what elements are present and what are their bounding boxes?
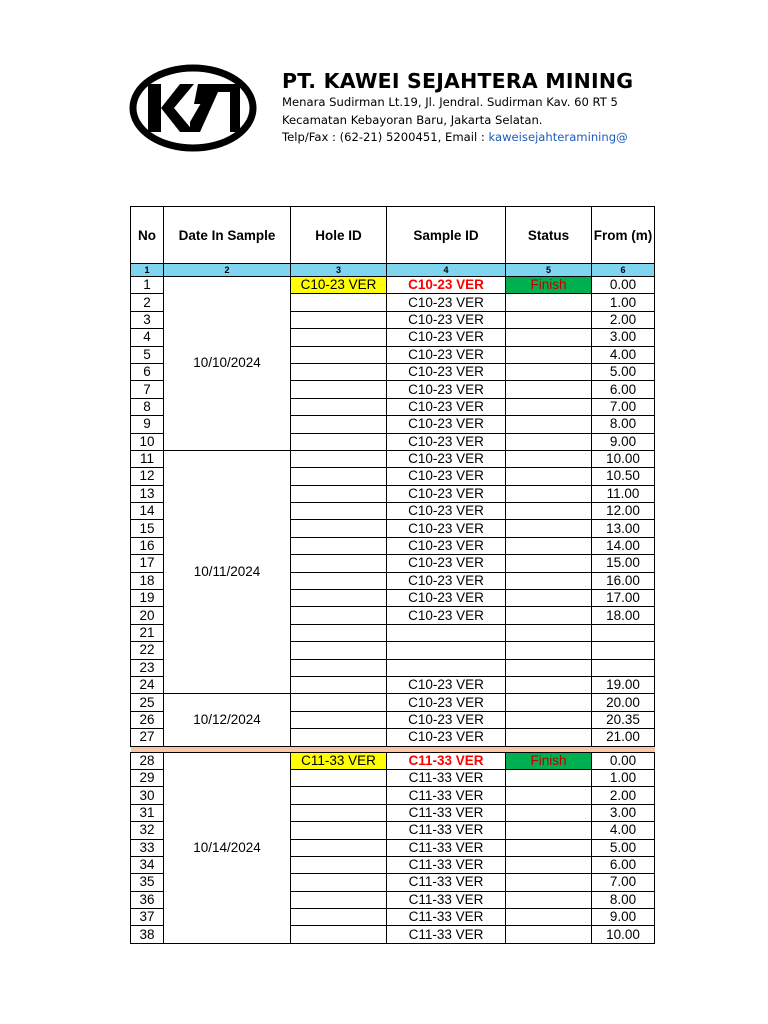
cell-status [506,926,592,943]
cell-from-m: 5.00 [592,363,655,380]
cell-no: 25 [131,694,164,711]
cell-no: 4 [131,329,164,346]
cell-no: 14 [131,503,164,520]
cell-sample-id: C10-23 VER [387,468,506,485]
cell-status [506,311,592,328]
cell-no: 24 [131,676,164,693]
cell-status [506,659,592,676]
cell-sample-id: C10-23 VER [387,537,506,554]
cell-no: 8 [131,398,164,415]
cell-hole-id [291,804,387,821]
cell-no: 38 [131,926,164,943]
cell-from-m: 10.50 [592,468,655,485]
cell-from-m: 16.00 [592,572,655,589]
cell-sample-id: C10-23 VER [387,572,506,589]
cell-hole-id [291,329,387,346]
cell-from-m: 0.00 [592,277,655,294]
cell-no: 28 [131,752,164,769]
cell-sample-id: C11-33 VER [387,874,506,891]
cell-sample-id: C10-23 VER [387,729,506,746]
cell-sample-id: C11-33 VER [387,822,506,839]
cell-hole-id [291,294,387,311]
header-no: No [131,207,164,264]
cell-status: Finish [506,752,592,769]
cell-hole-id [291,624,387,641]
cell-from-m: 5.00 [592,839,655,856]
cell-from-m: 8.00 [592,416,655,433]
cell-status: Finish [506,277,592,294]
column-number-row [131,264,655,277]
cell-no: 15 [131,520,164,537]
cell-date-in-sample: 10/14/2024 [164,752,291,943]
cell-sample-id: C10-23 VER [387,363,506,380]
cell-hole-id [291,909,387,926]
cell-sample-id [387,642,506,659]
cell-sample-id: C10-23 VER [387,450,506,467]
table-row [131,450,655,467]
cell-from-m: 17.00 [592,590,655,607]
cell-from-m [592,624,655,641]
header-date-in-sample: Date In Sample [164,207,291,264]
cell-from-m: 3.00 [592,329,655,346]
header-row [131,207,655,264]
cell-no: 2 [131,294,164,311]
cell-sample-id: C10-23 VER [387,711,506,728]
cell-from-m: 1.00 [592,294,655,311]
cell-sample-id: C10-23 VER [387,398,506,415]
cell-status [506,711,592,728]
cell-hole-id: C10-23 VER [291,277,387,294]
cell-from-m: 7.00 [592,398,655,415]
cell-hole-id [291,450,387,467]
cell-sample-id: C11-33 VER [387,856,506,873]
cell-from-m: 1.00 [592,769,655,786]
cell-hole-id [291,642,387,659]
cell-sample-id: C10-23 VER [387,694,506,711]
cell-from-m: 20.35 [592,711,655,728]
cell-hole-id [291,485,387,502]
cell-hole-id [291,822,387,839]
cell-sample-id: C11-33 VER [387,839,506,856]
cell-no: 26 [131,711,164,728]
column-number: 4 [387,264,506,277]
cell-sample-id: C11-33 VER [387,804,506,821]
cell-status [506,468,592,485]
cell-sample-id [387,624,506,641]
table-body [131,277,655,944]
cell-status [506,520,592,537]
cell-no: 19 [131,590,164,607]
table-row [131,277,655,294]
cell-hole-id [291,590,387,607]
sample-log-table [130,206,655,944]
cell-status [506,607,592,624]
cell-no: 31 [131,804,164,821]
cell-no: 5 [131,346,164,363]
cell-sample-id: C10-23 VER [387,590,506,607]
cell-no: 30 [131,787,164,804]
cell-no: 32 [131,822,164,839]
cell-status [506,694,592,711]
cell-hole-id [291,311,387,328]
cell-status [506,450,592,467]
cell-sample-id: C11-33 VER [387,787,506,804]
cell-sample-id: C11-33 VER [387,769,506,786]
cell-sample-id: C10-23 VER [387,607,506,624]
cell-from-m: 14.00 [592,537,655,554]
cell-sample-id: C10-23 VER [387,311,506,328]
cell-no: 35 [131,874,164,891]
cell-from-m: 19.00 [592,676,655,693]
cell-sample-id: C10-23 VER [387,381,506,398]
column-number: 6 [592,264,655,277]
cell-sample-id: C10-23 VER [387,485,506,502]
cell-status [506,485,592,502]
cell-no: 21 [131,624,164,641]
cell-status [506,381,592,398]
cell-from-m: 11.00 [592,485,655,502]
company-logo-icon [118,62,268,154]
cell-no: 11 [131,450,164,467]
cell-from-m: 21.00 [592,729,655,746]
cell-from-m: 2.00 [592,787,655,804]
cell-hole-id [291,433,387,450]
cell-hole-id [291,769,387,786]
cell-hole-id [291,839,387,856]
cell-no: 13 [131,485,164,502]
cell-no: 9 [131,416,164,433]
cell-no: 33 [131,839,164,856]
cell-hole-id [291,874,387,891]
cell-status [506,433,592,450]
table-row [131,752,655,769]
header-from-m: From (m) [592,207,655,264]
cell-status [506,909,592,926]
cell-from-m: 6.00 [592,856,655,873]
cell-no: 16 [131,537,164,554]
table-row [131,694,655,711]
cell-from-m: 6.00 [592,381,655,398]
cell-no: 23 [131,659,164,676]
cell-hole-id [291,607,387,624]
cell-from-m: 10.00 [592,450,655,467]
cell-from-m: 8.00 [592,891,655,908]
cell-no: 22 [131,642,164,659]
cell-no: 17 [131,555,164,572]
cell-from-m: 9.00 [592,433,655,450]
cell-sample-id: C10-23 VER [387,520,506,537]
cell-date-in-sample: 10/12/2024 [164,694,291,746]
company-info [282,68,658,147]
cell-sample-id [387,659,506,676]
cell-status [506,856,592,873]
cell-no: 29 [131,769,164,786]
cell-status [506,787,592,804]
cell-date-in-sample: 10/11/2024 [164,450,291,693]
column-number: 5 [506,264,592,277]
cell-from-m: 10.00 [592,926,655,943]
cell-no: 1 [131,277,164,294]
cell-sample-id: C10-23 VER [387,416,506,433]
cell-status [506,822,592,839]
cell-hole-id [291,537,387,554]
cell-no: 3 [131,311,164,328]
cell-status [506,769,592,786]
cell-hole-id [291,891,387,908]
cell-hole-id [291,676,387,693]
cell-sample-id: C10-23 VER [387,555,506,572]
header-hole-id: Hole ID [291,207,387,264]
cell-hole-id [291,694,387,711]
cell-sample-id: C11-33 VER [387,926,506,943]
cell-hole-id [291,659,387,676]
cell-sample-id: C10-23 VER [387,503,506,520]
cell-hole-id: C11-33 VER [291,752,387,769]
cell-status [506,676,592,693]
cell-no: 27 [131,729,164,746]
cell-from-m: 15.00 [592,555,655,572]
cell-sample-id: C10-23 VER [387,329,506,346]
cell-no: 37 [131,909,164,926]
cell-sample-id: C10-23 VER [387,277,506,294]
cell-status [506,346,592,363]
cell-from-m: 0.00 [592,752,655,769]
cell-sample-id: C11-33 VER [387,909,506,926]
company-email: kaweisejahteramining@ [488,130,628,144]
cell-hole-id [291,711,387,728]
cell-hole-id [291,729,387,746]
cell-sample-id: C11-33 VER [387,891,506,908]
cell-status [506,398,592,415]
cell-status [506,804,592,821]
cell-no: 12 [131,468,164,485]
cell-hole-id [291,787,387,804]
cell-from-m: 7.00 [592,874,655,891]
company-address-line-1: Menara Sudirman Lt.19, Jl. Jendral. Sudirman Kav. 60 RT 5 [282,95,618,109]
cell-status [506,416,592,433]
cell-status [506,329,592,346]
cell-sample-id: C10-23 VER [387,433,506,450]
cell-hole-id [291,856,387,873]
cell-status [506,590,592,607]
column-number: 2 [164,264,291,277]
cell-hole-id [291,381,387,398]
column-number: 1 [131,264,164,277]
cell-hole-id [291,346,387,363]
cell-sample-id: C10-23 VER [387,346,506,363]
cell-hole-id [291,520,387,537]
cell-no: 20 [131,607,164,624]
cell-status [506,891,592,908]
cell-hole-id [291,468,387,485]
letterhead [118,62,658,154]
cell-from-m: 2.00 [592,311,655,328]
company-contact-line [282,129,658,147]
cell-no: 10 [131,433,164,450]
cell-hole-id [291,416,387,433]
company-name: PT. KAWEI SEJAHTERA MINING [282,69,634,93]
cell-status [506,839,592,856]
cell-from-m [592,659,655,676]
cell-from-m: 9.00 [592,909,655,926]
cell-status [506,874,592,891]
cell-date-in-sample: 10/10/2024 [164,277,291,451]
cell-status [506,555,592,572]
cell-status [506,537,592,554]
header-sample-id: Sample ID [387,207,506,264]
cell-status [506,642,592,659]
cell-from-m: 4.00 [592,822,655,839]
cell-hole-id [291,503,387,520]
cell-sample-id: C10-23 VER [387,294,506,311]
cell-from-m: 13.00 [592,520,655,537]
cell-hole-id [291,926,387,943]
cell-hole-id [291,572,387,589]
cell-status [506,363,592,380]
cell-hole-id [291,555,387,572]
company-address-line-2: Kecamatan Kebayoran Baru, Jakarta Selatan. [282,112,543,127]
cell-hole-id [291,363,387,380]
cell-from-m: 4.00 [592,346,655,363]
cell-sample-id: C10-23 VER [387,676,506,693]
cell-status [506,503,592,520]
cell-hole-id [291,398,387,415]
cell-from-m: 3.00 [592,804,655,821]
contact-phone-fax: Telp/Fax : (62-21) 5200451, Email : [282,130,489,144]
cell-status [506,624,592,641]
cell-from-m: 20.00 [592,694,655,711]
cell-from-m: 18.00 [592,607,655,624]
header-status: Status [506,207,592,264]
cell-no: 18 [131,572,164,589]
cell-no: 6 [131,363,164,380]
cell-status [506,729,592,746]
column-number: 3 [291,264,387,277]
cell-status [506,294,592,311]
cell-no: 7 [131,381,164,398]
cell-no: 34 [131,856,164,873]
cell-sample-id: C11-33 VER [387,752,506,769]
cell-from-m [592,642,655,659]
cell-no: 36 [131,891,164,908]
cell-status [506,572,592,589]
cell-from-m: 12.00 [592,503,655,520]
